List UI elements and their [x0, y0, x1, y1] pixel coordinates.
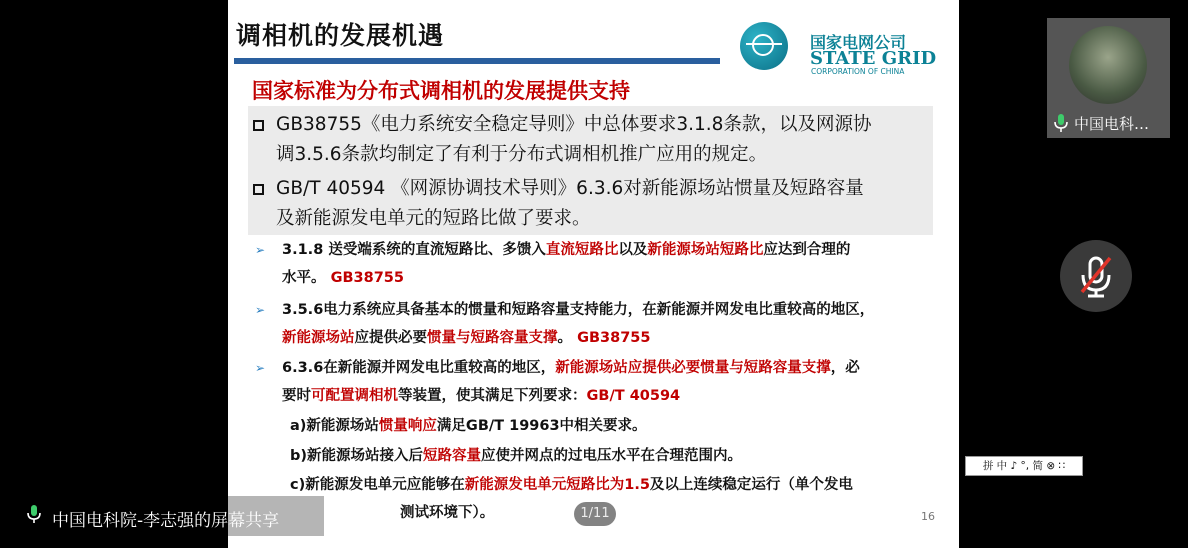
square-bullet-icon: [253, 184, 264, 195]
ime-toolbar[interactable]: 拼 中 ♪ °, 简 ⊗ ∷: [965, 456, 1083, 476]
logo-company-en: STATE GRID: [810, 48, 937, 69]
logo-corporation: CORPORATION OF CHINA: [811, 67, 905, 76]
mic-icon: [27, 505, 41, 523]
screen-share-label: 中国电科院-李志强的屏幕共享: [52, 511, 280, 531]
arrow-bullet-icon: ➢: [255, 361, 266, 375]
box-item-1-line1: GB38755《电力系统安全稳定导则》中总体要求3.1.8条款，以及网源协: [276, 114, 872, 135]
participant-name: 中国电科…: [1074, 115, 1150, 133]
slide-title: 调相机的发展机遇: [236, 21, 445, 50]
arrow-bullet-icon: ➢: [255, 303, 266, 317]
sub-item-a: a)新能源场站惯量响应满足GB/T 19963中相关要求。: [290, 418, 647, 434]
box-item-2-line2: 及新能源发电单元的短路比做了要求。: [276, 208, 591, 229]
shared-slide: [228, 0, 959, 548]
mic-icon: [1054, 114, 1068, 132]
slide-subtitle: 国家标准为分布式调相机的发展提供支持: [252, 79, 630, 103]
box-item-1-line2: 调3.5.6条款均制定了有利于分布式调相机推广应用的规定。: [276, 144, 768, 165]
title-underline: [234, 58, 720, 64]
sub-item-b: b)新能源场站接入后短路容量应使并网点的过电压水平在合理范围内。: [290, 448, 743, 464]
page-indicator[interactable]: 1/11: [574, 502, 616, 526]
square-bullet-icon: [253, 120, 264, 131]
item-6-3-6: 6.3.6在新能源并网发电比重较高的地区，新能源场站应提供必要惯量与短路容量支撑，必 要时可配置调相机等装置，使其满足下列要求：GB/T 40594: [282, 360, 860, 404]
arrow-bullet-icon: ➢: [255, 243, 266, 257]
box-item-2: [276, 174, 926, 234]
participant-video-tile[interactable]: [1047, 18, 1170, 138]
participant-avatar: [1069, 26, 1147, 104]
state-grid-logo-icon: [740, 22, 788, 70]
mic-muted-icon: [1060, 240, 1132, 312]
slide-page-number: 16: [921, 510, 935, 523]
sub-item-c: c)新能源发电单元应能够在新能源发电单元短路比为1.5及以上连续稳定运行（单个发电 测试环境下）。: [290, 477, 853, 521]
box-item-1: [276, 110, 926, 170]
logo-company-cn: 国家电网公司: [810, 33, 907, 52]
box-item-2-line1: GB/T 40594 《网源协调技术导则》6.3.6对新能源场站惯量及短路容量: [276, 178, 864, 199]
mute-toggle-button[interactable]: [1060, 240, 1132, 312]
item-3-1-8: 3.1.8 送受端系统的直流短路比、多馈入直流短路比以及新能源场站短路比应达到合理的 水平。 GB38755: [282, 242, 851, 286]
item-3-5-6: 3.5.6电力系统应具备基本的惯量和短路容量支持能力，在新能源并网发电比重较高的地区， 新能源场站应提供必要惯量与短路容量支撑。 GB38755: [282, 302, 875, 346]
